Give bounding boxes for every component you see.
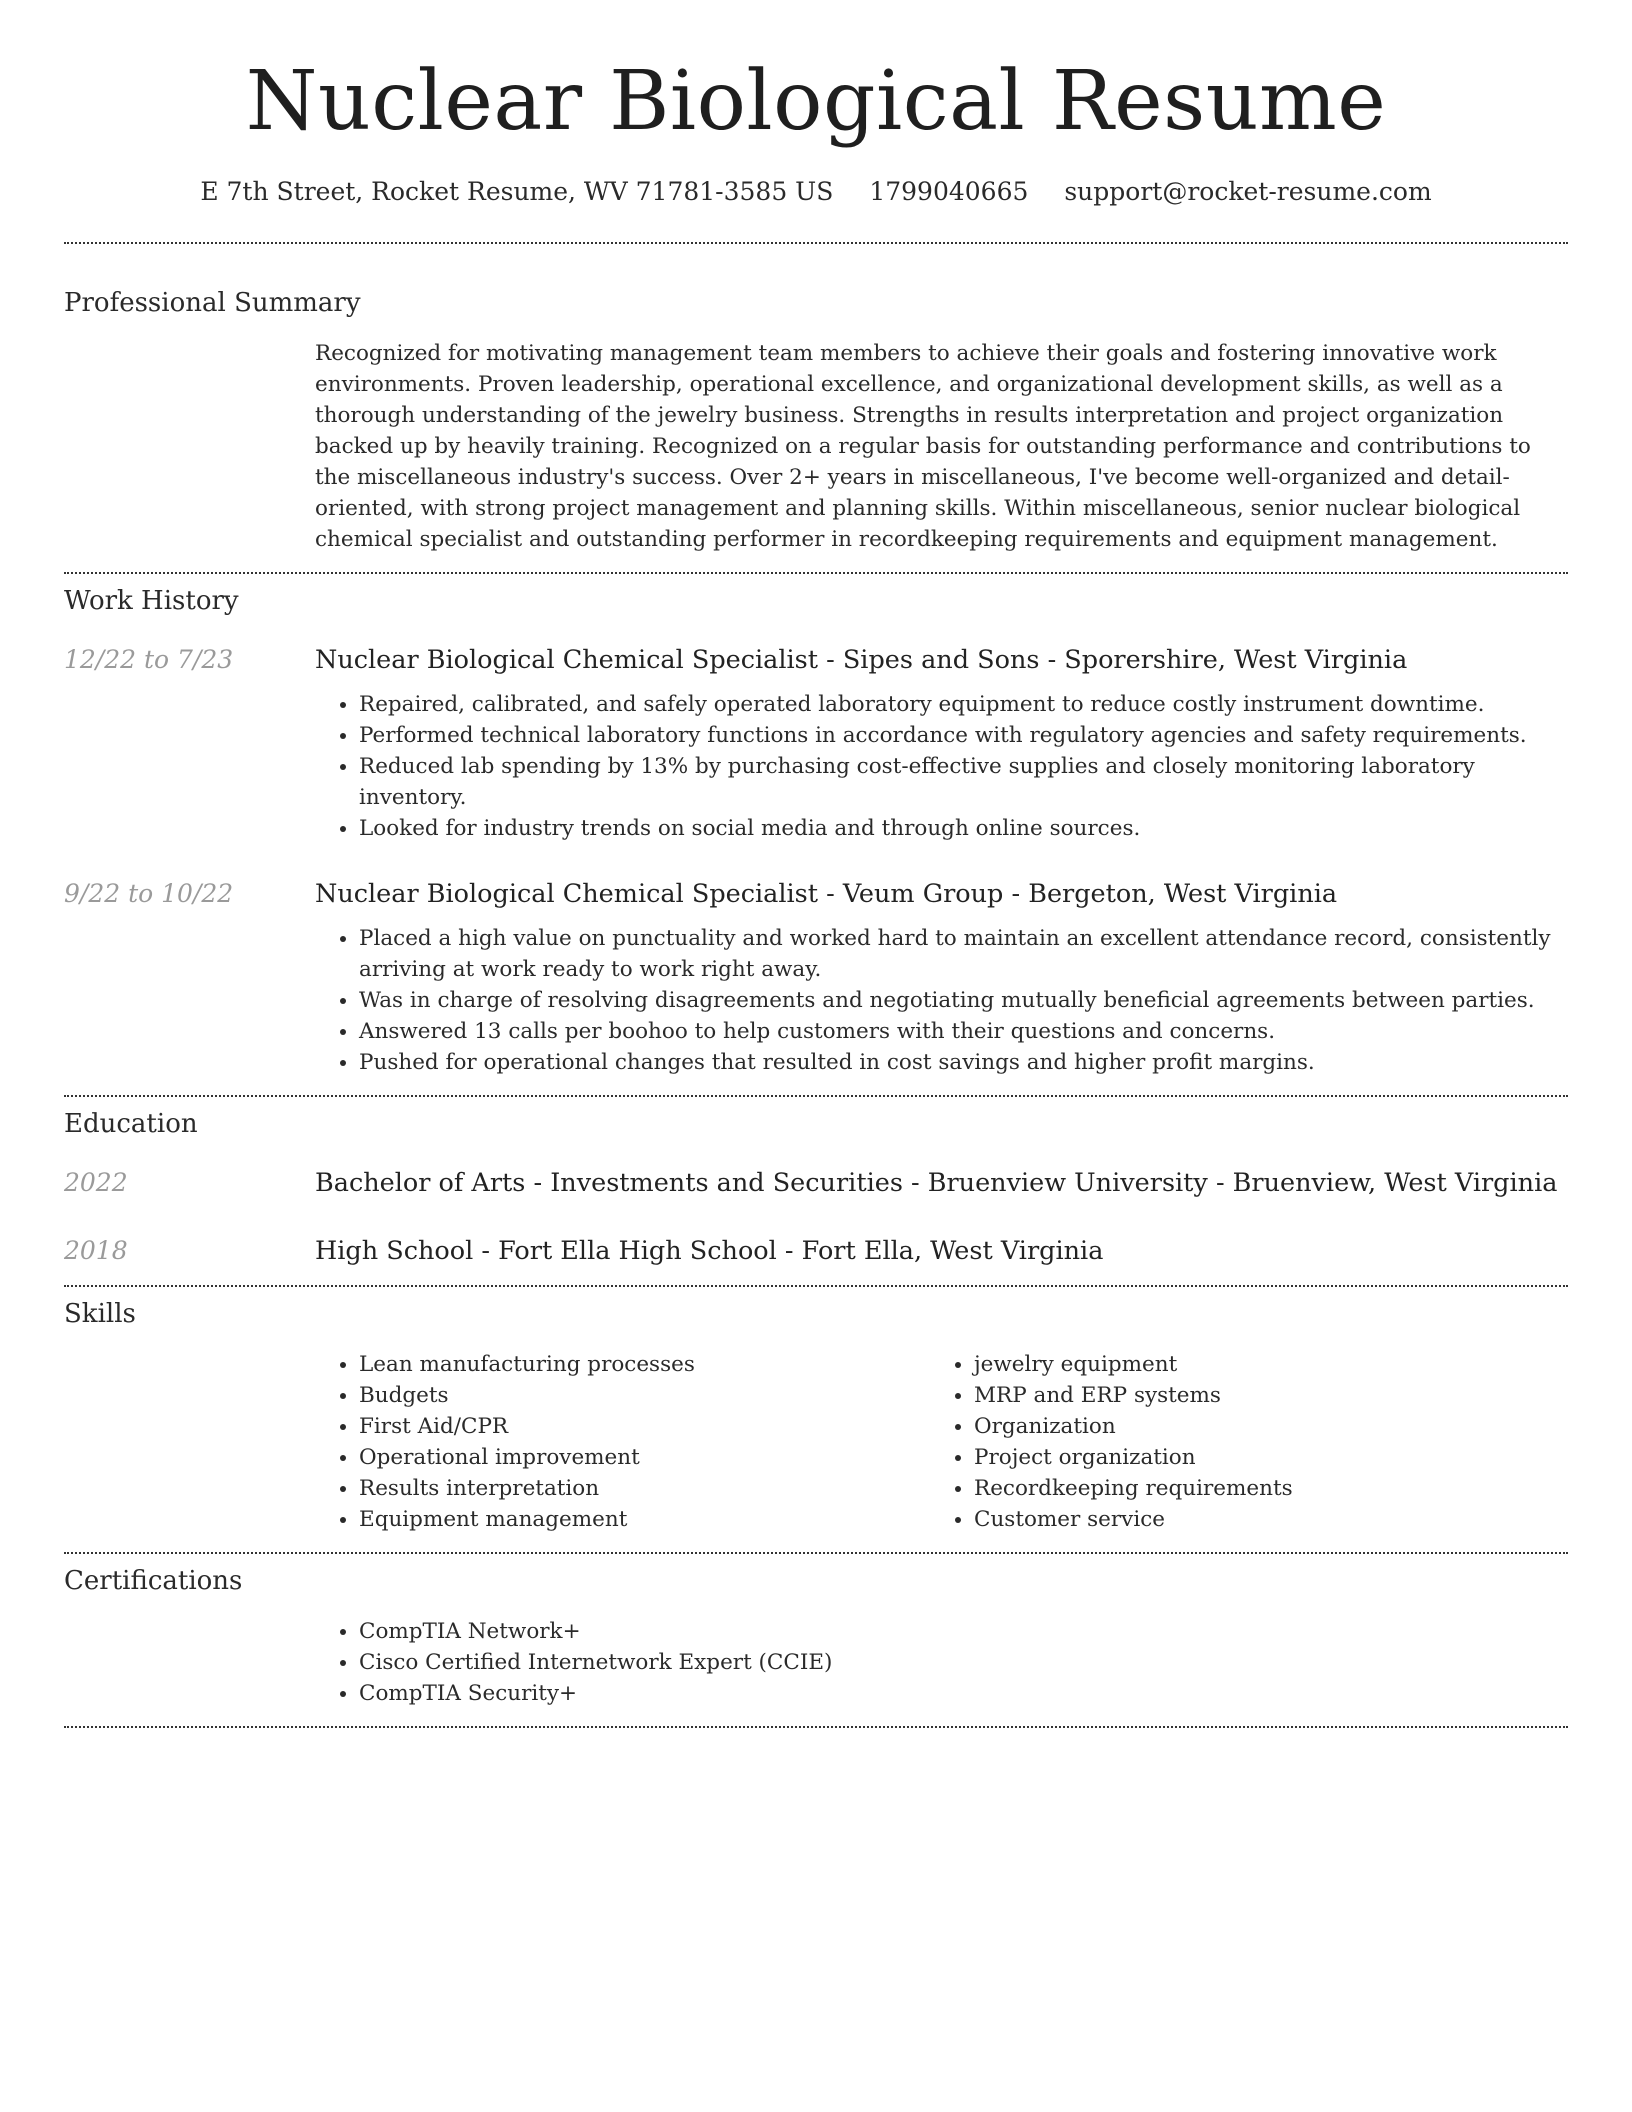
- list-item: • Reduced lab spending by 13% by purchasing cost-effective supplies and closely monitoring laboratory inventory.: [359, 751, 1568, 813]
- job-entry: [64, 643, 1568, 844]
- section-divider: [64, 1726, 1568, 1728]
- skill-item: • jewelry equipment: [974, 1349, 1545, 1380]
- skills-list-right: [930, 1349, 1545, 1535]
- summary-title: Professional Summary: [64, 288, 361, 318]
- education-title: Education: [64, 1109, 198, 1139]
- education-entry: [64, 1166, 1568, 1200]
- job-heading: Nuclear Biological Chemical Specialist - Sipes and Sons - Sporershire, West Virginia: [315, 645, 1408, 675]
- skill-item: • Operational improvement: [359, 1442, 930, 1473]
- skill-item: • MRP and ERP systems: [974, 1380, 1545, 1411]
- job-dates: 9/22 to 10/22: [64, 879, 234, 908]
- skill-item: • Customer service: [974, 1504, 1545, 1535]
- work-title: Work History: [64, 586, 239, 616]
- list-item: • Looked for industry trends on social media and through online sources.: [359, 813, 1568, 844]
- skill-item: • Budgets: [359, 1380, 930, 1411]
- certification-item: • CompTIA Security+: [359, 1678, 1568, 1709]
- certifications-list: [315, 1616, 1568, 1709]
- list-item: • Placed a high value on punctuality and worked hard to maintain an excellent attendance record, consistently arriving at work ready to work right away.: [359, 923, 1568, 985]
- skill-item: • Organization: [974, 1411, 1545, 1442]
- job-bullets: [315, 923, 1568, 1078]
- contact-phone: 1799040665: [869, 177, 1029, 206]
- work-section: [64, 574, 1568, 1078]
- skill-item: • Recordkeeping requirements: [974, 1473, 1545, 1504]
- summary-section: [64, 244, 1568, 555]
- education-text: High School - Fort Ella High School - Fort Ella, West Virginia: [315, 1236, 1104, 1266]
- skill-item: • Results interpretation: [359, 1473, 930, 1504]
- list-item: • Answered 13 calls per boohoo to help customers with their questions and concerns.: [359, 1016, 1568, 1047]
- list-item: • Was in charge of resolving disagreements and negotiating mutually beneficial agreements between parties.: [359, 985, 1568, 1016]
- education-year: 2022: [64, 1168, 128, 1197]
- summary-text: Recognized for motivating management team members to achieve their goals and fostering innovative work environments. Proven leadership, operational excellence, and organizational development skills, as well as a thorough understanding of the jewelry business. Strengths in results interpretation and project organization backed up by heavily training. Recognized on a regular basis for outstanding performance and contributions to the miscellaneous industry's success. Over 2+ years in miscellaneous, I've become well-organized and detail-oriented, with strong project management and planning skills. Within miscellaneous, senior nuclear biological chemical specialist and outstanding performer in recordkeeping requirements and equipment management.: [315, 341, 1531, 552]
- education-section: [64, 1097, 1568, 1268]
- job-entry: [64, 877, 1568, 1078]
- resume-name: Nuclear Biological Resume: [245, 54, 1387, 149]
- contact-address: E 7th Street, Rocket Resume, WV 71781-3585 US: [200, 177, 834, 206]
- certifications-section: [64, 1554, 1568, 1709]
- skills-title: Skills: [64, 1299, 136, 1329]
- skill-item: • Project organization: [974, 1442, 1545, 1473]
- skills-list-left: [315, 1349, 930, 1535]
- job-bullets: [315, 689, 1568, 844]
- resume-header: [64, 0, 1568, 208]
- skill-item: • Lean manufacturing processes: [359, 1349, 930, 1380]
- list-item: • Pushed for operational changes that resulted in cost savings and higher profit margins.: [359, 1047, 1568, 1078]
- job-heading: Nuclear Biological Chemical Specialist - Veum Group - Bergeton, West Virginia: [315, 879, 1338, 909]
- contact-email: support@rocket-resume.com: [1064, 177, 1432, 206]
- skill-item: • Equipment management: [359, 1504, 930, 1535]
- list-item: • Performed technical laboratory functions in accordance with regulatory agencies and safety requirements.: [359, 720, 1568, 751]
- job-dates: 12/22 to 7/23: [64, 645, 234, 674]
- certification-item: • CompTIA Network+: [359, 1616, 1568, 1647]
- certification-item: • Cisco Certified Internetwork Expert (CCIE): [359, 1647, 1568, 1678]
- contact-info: [64, 176, 1568, 208]
- education-entry: [64, 1234, 1568, 1268]
- certifications-title: Certifications: [64, 1566, 243, 1596]
- skill-item: • First Aid/CPR: [359, 1411, 930, 1442]
- skills-section: [64, 1287, 1568, 1535]
- education-text: Bachelor of Arts - Investments and Securities - Bruenview University - Bruenview, West Virginia: [315, 1168, 1558, 1198]
- education-year: 2018: [64, 1236, 128, 1265]
- list-item: • Repaired, calibrated, and safely operated laboratory equipment to reduce costly instrument downtime.: [359, 689, 1568, 720]
